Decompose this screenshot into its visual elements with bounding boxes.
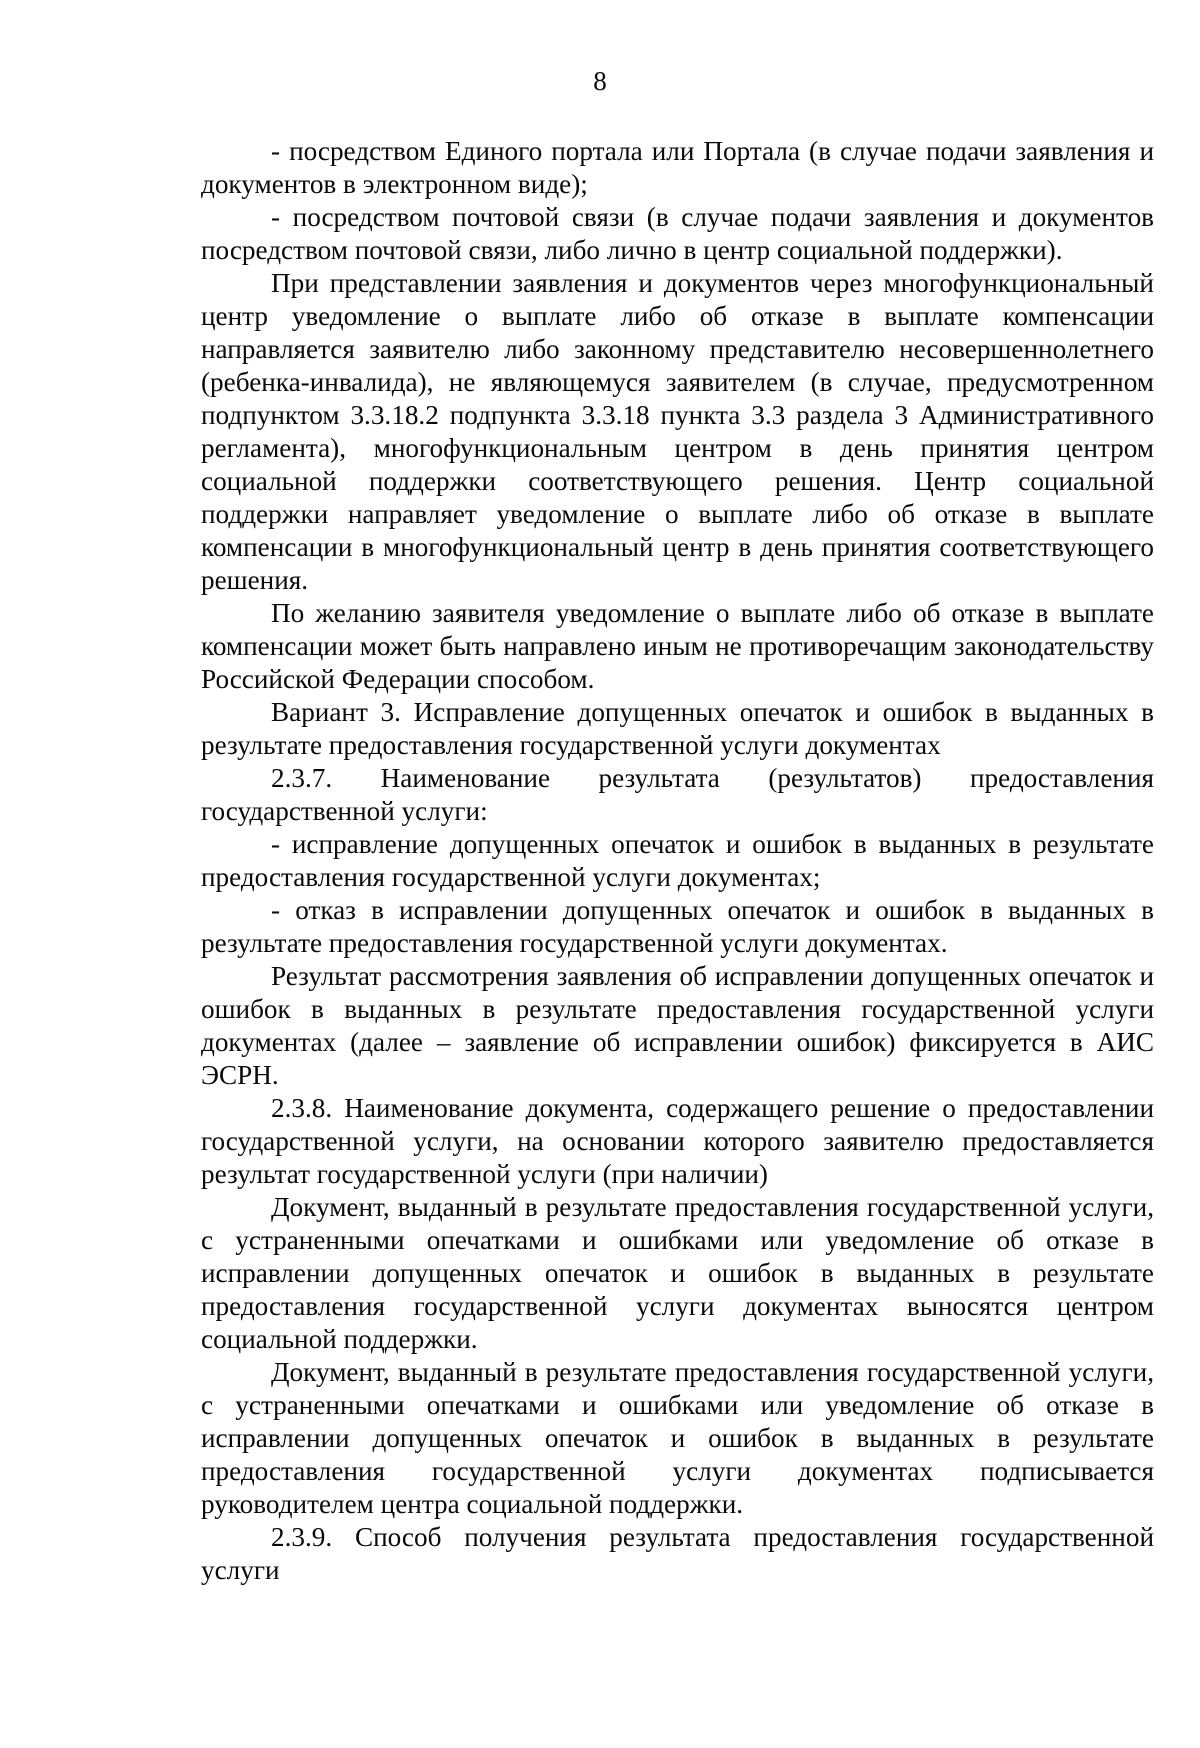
paragraph-document-issued: Документ, выданный в результате предоставления государственной услуги, с устраненными опечатками и ошибками или уведомление об отказе в исправлении допущенных опечаток и ошибок в выданных в результате предоставления государственной услуги документах выносятся центром социальной поддержки. <box>201 1192 1154 1354</box>
document-body <box>201 135 1154 1587</box>
paragraph-section-2-3-9: 2.3.9. Способ получения результата предоставления государственной услуги <box>201 1522 1154 1585</box>
paragraph-result-recorded: Результат рассмотрения заявления об исправлении допущенных опечаток и ошибок в выданных в результате предоставления государственной услуги документах (далее – заявление об исправлении ошибок) фиксируется в АИС ЭСРН. <box>201 961 1154 1090</box>
paragraph-document-signed: Документ, выданный в результате предоставления государственной услуги, с устраненными опечатками и ошибками или уведомление об отказе в исправлении допущенных опечаток и ошибок в выданных в результате предоставления государственной услуги документах подписывается руководителем центра социальной поддержки. <box>201 1357 1154 1519</box>
paragraph-mfc-notification: При представлении заявления и документов через многофункциональный центр уведомление о выплате либо об отказе в выплате компенсации направляется заявителю либо законному представителю несовершеннолетнего (ребенка-инвалида), не являющемуся заявителем (в случае, предусмотренном подпунктом 3.3.18.2 подпункта 3.3.18 пункта 3.3 раздела 3 Административного регламента), многофункциональным центром в день принятия центром социальной поддержки соответствующего решения. Центр социальной поддержки направляет уведомление о выплате либо об отказе в выплате компенсации в многофункциональный центр в день принятия соответствующего решения. <box>201 268 1154 595</box>
page-number: 8 <box>593 66 607 96</box>
paragraph-section-2-3-8: 2.3.8. Наименование документа, содержащего решение о предоставлении государственной услуги, на основании которого заявителю предоставляется результат государственной услуги (при наличии) <box>201 1093 1154 1189</box>
paragraph-applicant-request: По желанию заявителя уведомление о выплате либо об отказе в выплате компенсации может быть направлено иным не противоречащим законодательству Российской Федерации способом. <box>201 598 1154 694</box>
paragraph-portal-submission: - посредством Единого портала или Портала (в случае подачи заявления и документов в электронном виде); <box>201 136 1154 199</box>
paragraph-section-2-3-7: 2.3.7. Наименование результата (результатов) предоставления государственной услуги: <box>201 763 1154 826</box>
paragraph-variant-3-heading: Вариант 3. Исправление допущенных опечаток и ошибок в выданных в результате предоставления государственной услуги документах <box>201 697 1154 760</box>
paragraph-postal-submission: - посредством почтовой связи (в случае подачи заявления и документов посредством почтовой связи, либо лично в центр социальной поддержки). <box>201 202 1154 265</box>
list-item-correction: - исправление допущенных опечаток и ошибок в выданных в результате предоставления государственной услуги документах; <box>201 829 1154 892</box>
list-item-refusal: - отказ в исправлении допущенных опечаток и ошибок в выданных в результате предоставления государственной услуги документах. <box>201 895 1154 958</box>
